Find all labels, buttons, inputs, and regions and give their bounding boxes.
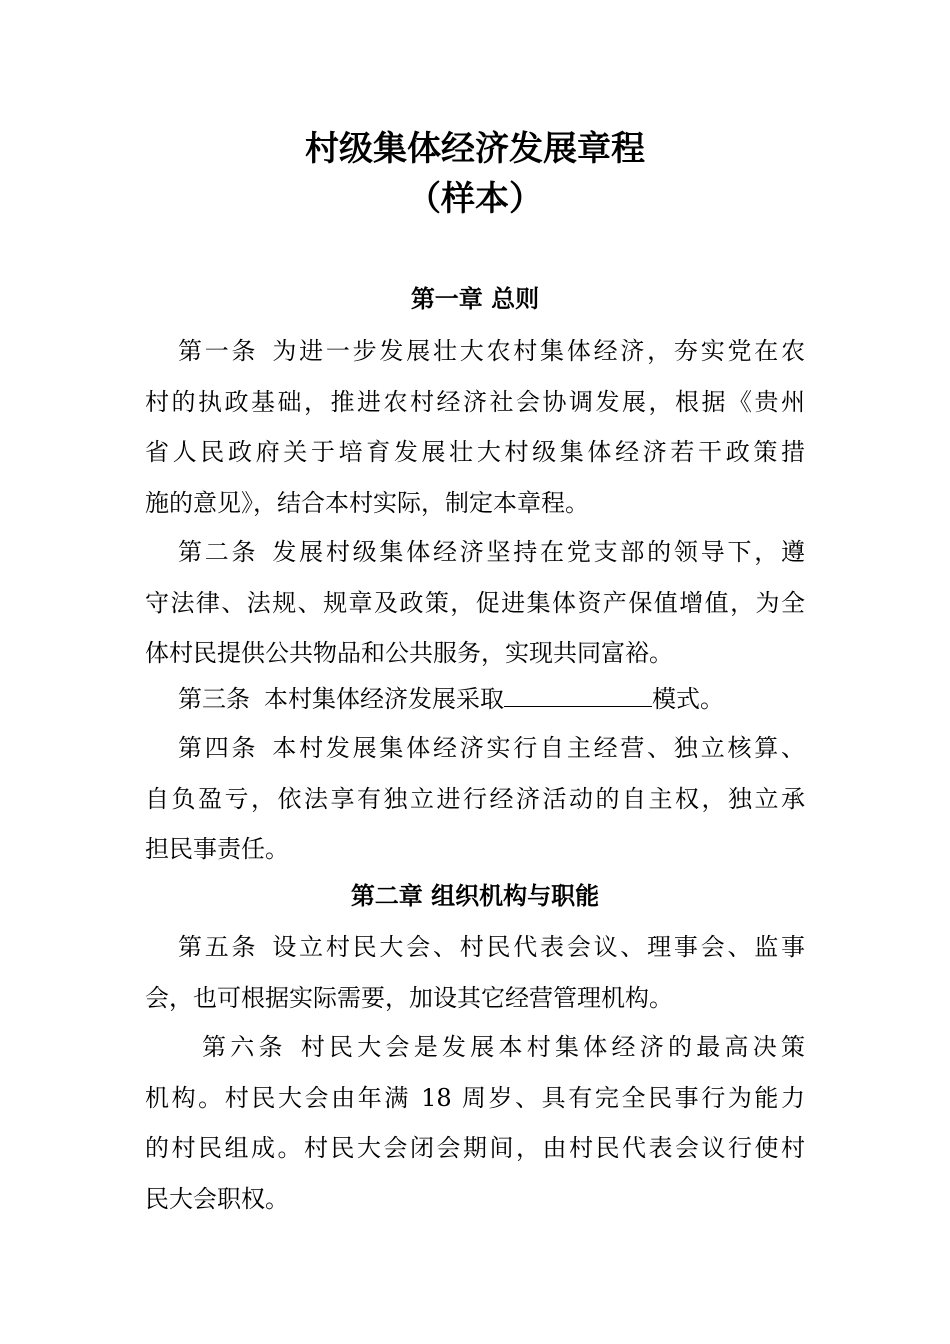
article-5-label: 第五条 bbox=[178, 933, 259, 961]
article-4 bbox=[145, 723, 805, 875]
article-1-line-3: 省人民政府关于培育发展壮大村级集体经济若干政策措 bbox=[145, 438, 805, 466]
article-5-line-2: 会，也可根据实际需要，加设其它经营管理机构。 bbox=[145, 983, 673, 1012]
document-title: 村级集体经济发展章程 bbox=[305, 129, 645, 169]
article-5-text-1: 设立村民大会、村民代表会议、理事会、监事 bbox=[272, 933, 805, 961]
article-2-line-2: 守法律、法规、规章及政策，促进集体资产保值增值，为全 bbox=[145, 588, 805, 617]
article-4-line-1 bbox=[145, 723, 805, 774]
article-3-label: 第三条 bbox=[178, 685, 250, 713]
article-4-text-1: 本村发展集体经济实行自主经营、独立核算、 bbox=[272, 734, 805, 762]
article-6-line-4: 民大会职权。 bbox=[145, 1184, 289, 1213]
article-2-line-3: 体村民提供公共物品和公共服务，实现共同富裕。 bbox=[145, 639, 673, 667]
article-6-line-1 bbox=[145, 1022, 805, 1073]
article-5-line-1 bbox=[145, 922, 805, 973]
article-1 bbox=[145, 326, 805, 528]
chapter-heading-2: 第二章 组织机构与职能 bbox=[350, 882, 600, 910]
article-4-label: 第四条 bbox=[178, 734, 259, 762]
article-6-label: 第六条 bbox=[202, 1033, 287, 1061]
article-2-label: 第二条 bbox=[178, 538, 259, 566]
article-1-line-1 bbox=[145, 326, 805, 377]
article-6 bbox=[145, 1022, 805, 1224]
article-5 bbox=[145, 922, 805, 1023]
article-4-line-2: 自负盈亏，依法享有独立进行经济活动的自主权，独立承 bbox=[145, 784, 805, 813]
article-3 bbox=[145, 674, 805, 725]
article-3-line-1 bbox=[145, 674, 805, 725]
article-3-text-before: 本村集体经济发展采取 bbox=[264, 685, 504, 713]
article-1-text-1: 为进一步发展壮大农村集体经济，夯实党在农 bbox=[272, 337, 805, 365]
article-6-line-2: 机构。村民大会由年满 18 周岁、具有完全民事行为能力 bbox=[145, 1083, 805, 1112]
document-subtitle: （样本） bbox=[407, 179, 543, 219]
article-6-text-1: 村民大会是发展本村集体经济的最高决策 bbox=[300, 1033, 805, 1061]
article-1-line-4: 施的意见》，结合本村实际，制定本章程。 bbox=[145, 488, 589, 517]
fill-in-blank[interactable] bbox=[504, 684, 652, 707]
article-4-line-3: 担民事责任。 bbox=[145, 835, 289, 863]
chapter-heading-1: 第一章 总则 bbox=[410, 285, 540, 313]
article-3-text-after: 模式。 bbox=[652, 685, 724, 713]
article-6-line-3: 的村民组成。村民大会闭会期间，由村民代表会议行使村 bbox=[145, 1134, 805, 1162]
article-1-line-2: 村的执政基础，推进农村经济社会协调发展，根据《贵州 bbox=[145, 387, 805, 416]
article-2 bbox=[145, 527, 805, 679]
article-2-line-1 bbox=[145, 527, 805, 578]
article-1-label: 第一条 bbox=[178, 337, 259, 365]
article-2-text-1: 发展村级集体经济坚持在党支部的领导下，遵 bbox=[272, 538, 805, 566]
